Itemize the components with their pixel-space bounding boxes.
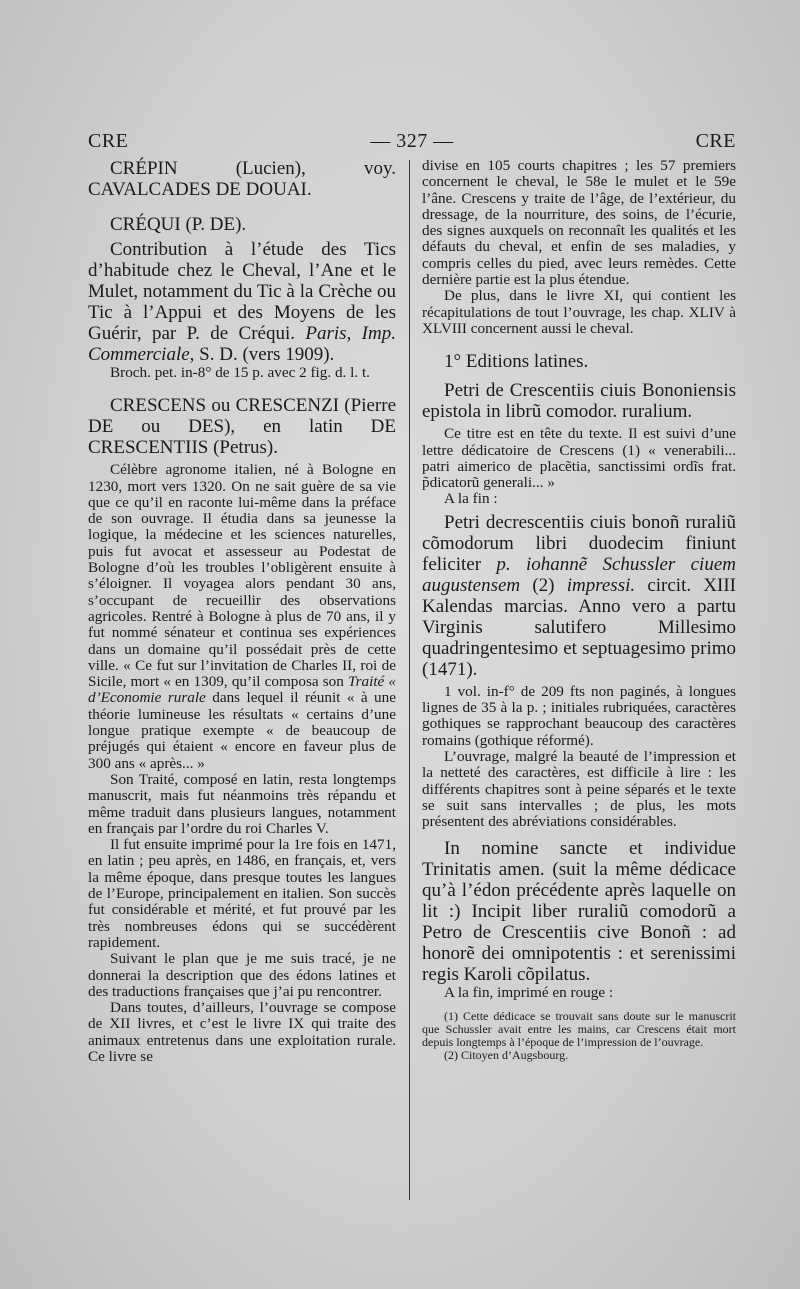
header-right: CRE <box>695 130 736 152</box>
colophon-text-a: Petri decrescentiis ciuis bonoñ ruraliũ cõmodorum libri duodecim finiunt feliciter <box>422 511 736 575</box>
header-left: CRE <box>88 130 129 152</box>
edition-1-title: Petri de Crescentiis ciuis Bononiensis epistola in librũ comodor. ruralium. <box>422 380 736 423</box>
crequi-title-date: , S. D. (vers 1909). <box>189 344 335 365</box>
footnote-2: (2) Citoyen d’Augsbourg. <box>444 1047 569 1062</box>
column-divider <box>409 160 410 1200</box>
crescens-bio-3: Il fut ensuite imprimé pour la 1re fois en 1471, en latin ; peu après, en 1486, en français, et, vers la même époque, dans presque toutes les langues de l’Europe, principalement en italien. Son succès fut considérable et mérité, et fut prouvé par les très nombreuses édons qui se succédèrent rapidement. <box>88 836 396 951</box>
bio-1-traite: Traité « d’Economie rurale <box>88 673 397 707</box>
edition-2-text: In nomine sancte et individue Trinitatis amen. (suit la même dédicace qu’à l’édon précédente après laquelle on lit :) Incipit liber ruraliũ comodorũ a Petro de Crescentiis cive Bonoñ : ad honorẽ dei omnipotentis : et serenissimi regis Karoli cõpilatus. <box>422 838 736 986</box>
crequi-title-place: Paris, Imp. Commerciale <box>88 323 396 365</box>
running-header <box>88 130 736 154</box>
left-column <box>88 158 396 1065</box>
crescens-bio-1 <box>88 462 396 772</box>
continuation-paragraph-1: divise en 105 courts chapitres ; les 57 premiers concernent le cheval, le 58e le mulet et le 59e l’âne. Crescens y traite de l’âge, de l’extérieur, du dressage, de la nourriture, des soins, de l’écurie, des signes auxquels on reconnaît les qualités et les défauts du cheval, et enfin de ses maladies, y compris celles du pied, avec leurs remèdes. Cette dernière partie est la plus étendue. <box>422 157 736 289</box>
edition-1-physical-desc: 1 vol. in-f° de 209 fts non paginés, à longues lignes de 35 à la p. ; initiales rubriquées, caractères gothiques se rapprochant beaucoup des caractères romains (gothique réformé). <box>422 682 736 749</box>
section-heading: 1° Editions latines. <box>444 351 589 373</box>
edition-2-fin-label: A la fin, imprimé en rouge : <box>444 984 614 1002</box>
entry-crequi-heading: CRÉQUI (P. DE). <box>110 214 247 235</box>
colophon-printer: p. iohannẽ Schussler ciuem augustensem <box>422 553 736 596</box>
entry-crescens-heading: CRESCENS ou CRESCENZI (Pierre DE ou DES), en latin DE CRESCENTIIS (Petrus). <box>88 395 396 459</box>
entry-crequi-title <box>88 239 396 365</box>
right-column <box>422 158 736 1062</box>
entry-crepin: CRÉPIN (Lucien), voy. CAVALCADES DE DOUAI. <box>88 158 396 200</box>
page-number: — 327 — <box>370 130 454 152</box>
colophon-text-c: circit. XIII Kalendas marcias. Anno vero a partu Virginis salutifero Millesimo quadringentesimo et septuagesimo primo (1471). <box>422 574 736 680</box>
crequi-title-text: Contribution à l’étude des Tics d’habitude chez le Cheval, l’Ane et le Mulet, notamment du Tic à la Crèche ou Tic à l’Appui et des Moyens de les Guérir, par P. de Créqui. <box>88 239 396 344</box>
edition-1-colophon <box>422 512 736 680</box>
edition-1-fin-label: A la fin : <box>444 490 498 508</box>
footnote-1: (1) Cette dédicace se trouvait sans doute sur le manuscrit que Schussler avait entre les mains, car Crescens était mort depuis longtemps à l’époque de l’impression de l’ouvrage. <box>422 1008 736 1049</box>
colophon-impressi: impressi. <box>566 574 636 596</box>
continuation-paragraph-2: De plus, dans le livre XI, qui contient les récapitulations de tout l’ouvrage, les chap. XLIV à XLVIII concernent aussi le cheval. <box>422 287 736 337</box>
colophon-text-b: (2) <box>520 574 567 596</box>
crescens-bio-5: Dans toutes, d’ailleurs, l’ouvrage se compose de XII livres, et c’est le livre IX qui traite des animaux entretenus dans une exploitation rurale. Ce livre se <box>88 999 396 1065</box>
bio-1-text-b: dans lequel il réunit « à une théorie lumineuse les résultats « certains d’une longue pratique exempte « de beaucoup de préjugés qui étaient « encore en faveur plus de 300 ans « après... » <box>88 689 396 772</box>
bio-1-text-a: Célèbre agronome italien, né à Bologne en 1230, mort vers 1320. On ne sait guère de sa vie que ce qu’il en raconte lui-même dans la préface de son ouvrage. Il étudia dans sa jeunesse la logique, la médecine et les sciences naturelles, puis fut avocat et assesseur au Podestat de Bologne d’où les troubles l’obligèrent ensuite à s’éloigner. Il voyagea alors pendant 30 ans, s’occupant de recueillir des observations agricoles. Rentré à Bologne à plus de 70 ans, il y fut nommé sénateur et continua ses expériences dans un domaine qu’il possédait près de cette ville. « Ce fut sur l’invitation de Charles II, roi de Sicile, mort « en 1309, qu’il composa son <box>88 461 396 691</box>
crescens-bio-2: Son Traité, composé en latin, resta longtemps manuscrit, mais fut néanmoins très répandu et même traduit dans plusieurs langues, notamment en français par l’ordre du roi Charles V. <box>88 770 396 837</box>
crescens-bio-4: Suivant le plan que je me suis tracé, je ne donnerai la description que des édons latines et des traductions françaises que j’ai pu rencontrer. <box>88 950 396 1000</box>
edition-1-note: L’ouvrage, malgré la beauté de l’impression et la netteté des caractères, est difficile à lire : les différents chapitres sont à peine séparés et le texte se suit sans intervalles ; de plus, les mots présentent des abréviations considérables. <box>422 747 736 831</box>
entry-crequi-desc: Broch. pet. in-8° de 15 p. avec 2 fig. d. l. t. <box>110 364 370 381</box>
edition-1-desc: Ce titre est en tête du texte. Il est suivi d’une lettre dédicatoire de Crescens (1) « venerabili... patri aimerico de placẽtia, sanctissimi ordĩs frat. p̃dicatorũ generali... » <box>422 425 736 492</box>
